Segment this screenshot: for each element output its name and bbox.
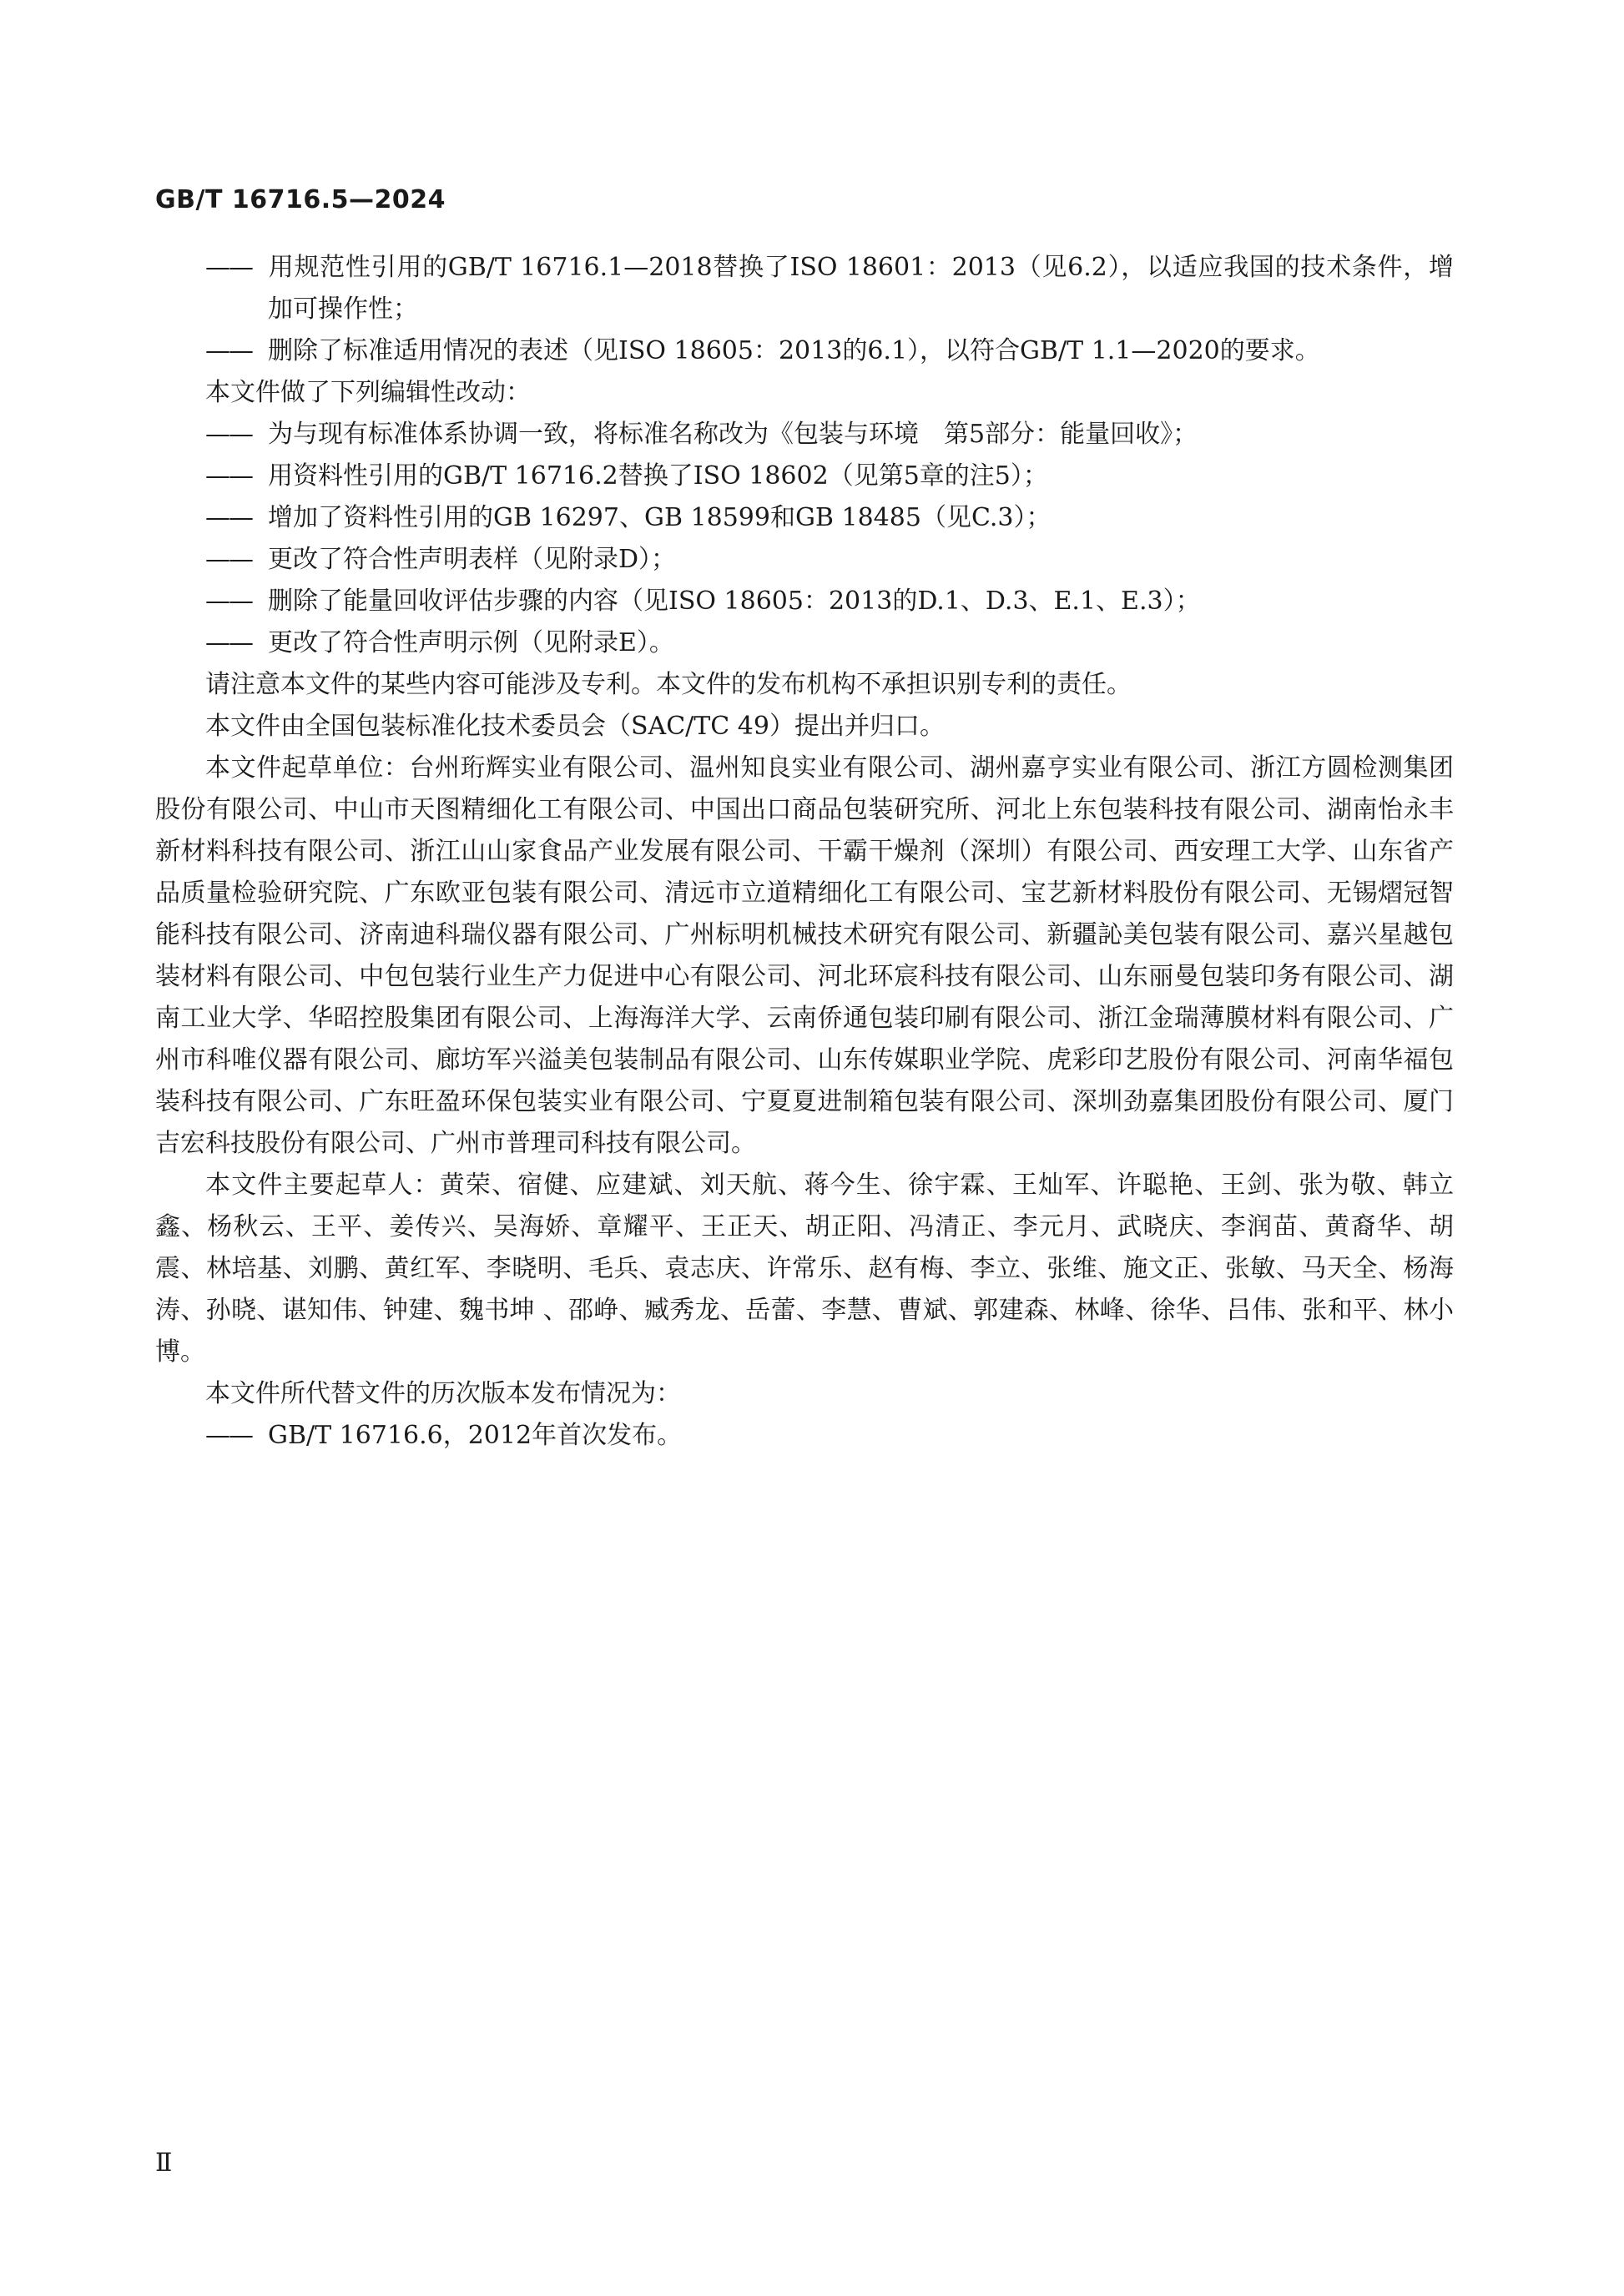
dash-list-item xyxy=(155,622,1454,664)
dash-marker: —— xyxy=(205,336,252,365)
dash-list-item xyxy=(155,539,1454,581)
standard-number: GB/T 16716.5—2024 xyxy=(155,185,446,214)
dash-item-text: 更改了符合性声明示例（见附录E）。 xyxy=(268,628,674,657)
dash-marker: —— xyxy=(205,587,252,616)
dash-list-item xyxy=(155,414,1454,456)
paragraph: 本文件所代替文件的历次版本发布情况为： xyxy=(205,1379,681,1408)
dash-list-item xyxy=(155,456,1454,497)
dash-item-text: 用资料性引用的GB/T 16716.2替换了ISO 18602（见第5章的注5）； xyxy=(268,461,1048,491)
dash-list-item xyxy=(155,1415,1454,1457)
dash-marker: —— xyxy=(205,1421,252,1450)
paragraph: 本文件起草单位：台州珩辉实业有限公司、温州知良实业有限公司、湖州嘉亨实业有限公司、浙江方圆检测集团股份有限公司、中山市天图精细化工有限公司、中国出口商品包装研究所、河北上东包装科技有限公司、湖南怡永丰新材料科技有限公司、浙江山山家食品产业发展有限公司、干霸干燥剂（深圳）有限公司、西安理工大学、山东省产品质量检验研究院、广东欧亚包装有限公司、清远市立道精细化工有限公司、宝艺新材料股份有限公司、无锡熠冠智能科技有限公司、济南迪科瑞仪器有限公司、广州标明机械技术研究有限公司、新疆訫美包装有限公司、嘉兴星越包装材料有限公司、中包包装行业生产力促进中心有限公司、河北环宸科技有限公司、山东丽曼包装印务有限公司、湖南工业大学、华昭控股集团有限公司、上海海洋大学、云南侨通包装印刷有限公司、浙江金瑞薄膜材料有限公司、广州市科唯仪器有限公司、廊坊军兴溢美包装制品有限公司、山东传媒职业学院、虎彩印艺股份有限公司、河南华福包装科技有限公司、广东旺盈环保包装实业有限公司、宁夏夏进制箱包装有限公司、深圳劲嘉集团股份有限公司、厦门吉宏科技股份有限公司、广州市普理司科技有限公司。 xyxy=(155,753,1454,1158)
dash-marker: —— xyxy=(205,545,252,574)
dash-item-text: 删除了标准适用情况的表述（见ISO 18605：2013的6.1），以符合GB/T 1.1—2020的要求。 xyxy=(268,336,1320,365)
dash-marker: —— xyxy=(205,503,252,532)
paragraph: 请注意本文件的某些内容可能涉及专利。本文件的发布机构不承担识别专利的责任。 xyxy=(205,670,1132,699)
dash-item-text: 更改了符合性声明表样（见附录D）； xyxy=(268,545,677,574)
paragraph: 本文件由全国包装标准化技术委员会（SAC/TC 49）提出并归口。 xyxy=(205,712,945,741)
dash-item-text: 增加了资料性引用的GB 16297、GB 18599和GB 18485（见C.3）； xyxy=(268,503,1052,532)
dash-marker: —— xyxy=(205,461,252,491)
dash-list-item xyxy=(155,581,1454,622)
page-number: Ⅱ xyxy=(155,2148,173,2178)
paragraph: 本文件主要起草人：黄荣、宿健、应建斌、刘天航、蒋今生、徐宇霖、王灿军、许聪艳、王剑、张为敬、韩立鑫、杨秋云、王平、姜传兴、吴海娇、章耀平、王正天、胡正阳、冯清正、李元月、武晓庆、李润苗、黄裔华、胡震、林培基、刘鹏、黄红军、李晓明、毛兵、袁志庆、许常乐、赵有梅、李立、张维、施文正、张敏、马天全、杨海涛、孙晓、谌知伟、钟建、魏书坤 、邵峥、臧秀龙、岳蕾、李慧、曹斌、郭建森、林峰、徐华、吕伟、张和平、林小博。 xyxy=(155,1171,1454,1367)
dash-list-item xyxy=(155,247,1454,330)
dash-item-text: GB/T 16716.6，2012年首次发布。 xyxy=(268,1421,683,1450)
dash-item-text: 为与现有标准体系协调一致，将标准名称改为《包装与环境 第5部分：能量回收》； xyxy=(268,420,1198,449)
dash-marker: —— xyxy=(205,420,252,449)
dash-item-text: 删除了能量回收评估步骤的内容（见ISO 18605：2013的D.1、D.3、E.1、E.3）； xyxy=(268,587,1201,616)
dash-list-item xyxy=(155,497,1454,539)
dash-list-item xyxy=(155,330,1454,372)
dash-marker: —— xyxy=(205,628,252,657)
dash-item-text: 用规范性引用的GB/T 16716.1—2018替换了ISO 18601：2013（见6.2），以适应我国的技术条件，增加可操作性； xyxy=(268,253,1454,324)
dash-marker: —— xyxy=(205,253,252,282)
document-body xyxy=(155,247,1454,1457)
paragraph: 本文件做了下列编辑性改动： xyxy=(205,378,531,407)
